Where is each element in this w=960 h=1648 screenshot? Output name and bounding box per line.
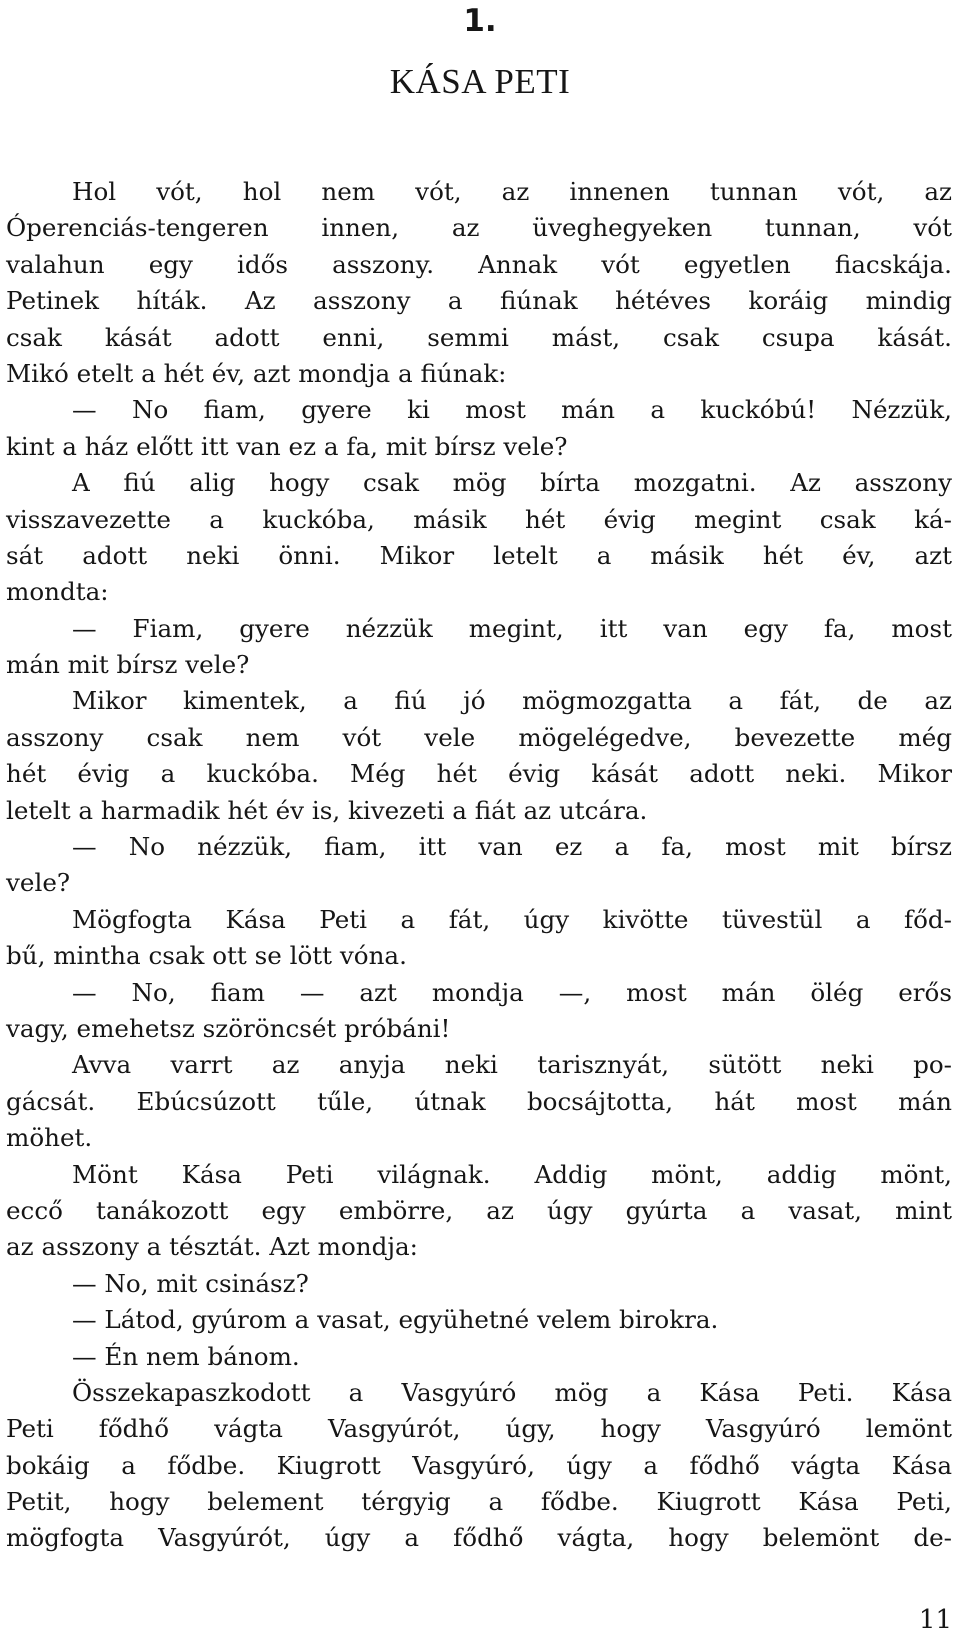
text-line: Mikó etelt a hét év, azt mondja a fiúnak: bbox=[6, 358, 507, 388]
text-line: sát adott neki önni. Mikor letelt a másik hét év, azt bbox=[6, 540, 952, 570]
text-line: Összekapaszkodott a Vasgyúró mög a Kása Peti. Kása bbox=[72, 1377, 952, 1407]
text-line: Óperenciás-tengeren innen, az üveghegyeken tunnan, vót bbox=[6, 213, 952, 243]
text-line: bű, mintha csak ott se lött vóna. bbox=[6, 941, 407, 971]
text-line: mán mit bírsz vele? bbox=[6, 650, 250, 680]
chapter-title: KÁSA PETI bbox=[389, 62, 571, 101]
text-line: Petinek híták. Az asszony a fiúnak hétéves koráig mindig bbox=[6, 286, 952, 316]
text-line: Mikor kimentek, a fiú jó mögmozgatta a fát, de az bbox=[72, 686, 952, 716]
text-line: Hol vót, hol nem vót, az innenen tunnan vót, az bbox=[72, 177, 952, 206]
text-line: — Én nem bánom. bbox=[72, 1341, 300, 1371]
text-line: Petit, hogy belement térgyig a fődbe. Kiugrott Kása Peti, bbox=[6, 1487, 952, 1517]
text-line: eccő tanákozott egy embörre, az úgy gyúrta a vasat, mint bbox=[6, 1195, 952, 1225]
text-line: — Látod, gyúrom a vasat, együhetné velem birokra. bbox=[72, 1305, 719, 1335]
page-number: 11 bbox=[918, 1605, 952, 1635]
text-line: vagy, emehetsz szöröncsét próbáni! bbox=[6, 1013, 451, 1043]
text-line: vele? bbox=[6, 868, 71, 898]
text-line: mögfogta Vasgyúrót, úgy a fődhő vágta, hogy belemönt de- bbox=[6, 1523, 952, 1553]
text-line: A fiú alig hogy csak mög bírta mozgatni. Az asszony bbox=[72, 468, 952, 498]
text-line: — Fiam, gyere nézzük megint, itt van egy fa, most bbox=[72, 613, 952, 643]
text-line: visszavezette a kuckóba, másik hét évig megint csak ká- bbox=[6, 504, 952, 534]
text-line: möhet. bbox=[6, 1123, 93, 1153]
text-line: Mönt Kása Peti világnak. Addig mönt, addig mönt, bbox=[72, 1159, 952, 1189]
text-line: mondta: bbox=[6, 577, 109, 607]
text-line: az asszony a tésztát. Azt mondja: bbox=[6, 1232, 418, 1262]
text-line: valahun egy idős asszony. Annak vót egyetlen fiacskája. bbox=[6, 249, 952, 279]
text-line: gácsát. Ebúcsúzott tűle, útnak bocsájtotta, hát most mán bbox=[6, 1086, 952, 1116]
text-line: hét évig a kuckóba. Még hét évig kását adott neki. Mikor bbox=[6, 759, 952, 789]
text-line: — No, fiam — azt mondja —, most mán ölég erős bbox=[72, 977, 952, 1007]
text-line: letelt a harmadik hét év is, kivezeti a fiát az utcára. bbox=[6, 795, 648, 825]
text-line: Mögfogta Kása Peti a fát, úgy kivötte tüvestül a főd- bbox=[72, 904, 952, 934]
text-line: Avva varrt az anyja neki tarisznyát, sütött neki po- bbox=[72, 1050, 952, 1080]
text-line: bokáig a fődbe. Kiugrott Vasgyúró, úgy a fődhő vágta Kása bbox=[6, 1450, 952, 1480]
text-line: — No fiam, gyere ki most mán a kuckóbú! Nézzük, bbox=[72, 395, 952, 425]
chapter-number: 1. bbox=[463, 3, 497, 39]
story-text bbox=[6, 174, 952, 1557]
text-line: asszony csak nem vót vele mögelégedve, bevezette még bbox=[6, 722, 952, 752]
text-line: — No nézzük, fiam, itt van ez a fa, most mit bírsz bbox=[72, 832, 952, 862]
text-line: kint a ház előtt itt van ez a fa, mit bírsz vele? bbox=[6, 431, 568, 461]
text-line: Peti fődhő vágta Vasgyúrót, úgy, hogy Vasgyúró lemönt bbox=[6, 1414, 952, 1444]
text-line: — No, mit csinász? bbox=[72, 1268, 309, 1298]
text-line: csak kását adott enni, semmi mást, csak csupa kását. bbox=[6, 322, 952, 352]
